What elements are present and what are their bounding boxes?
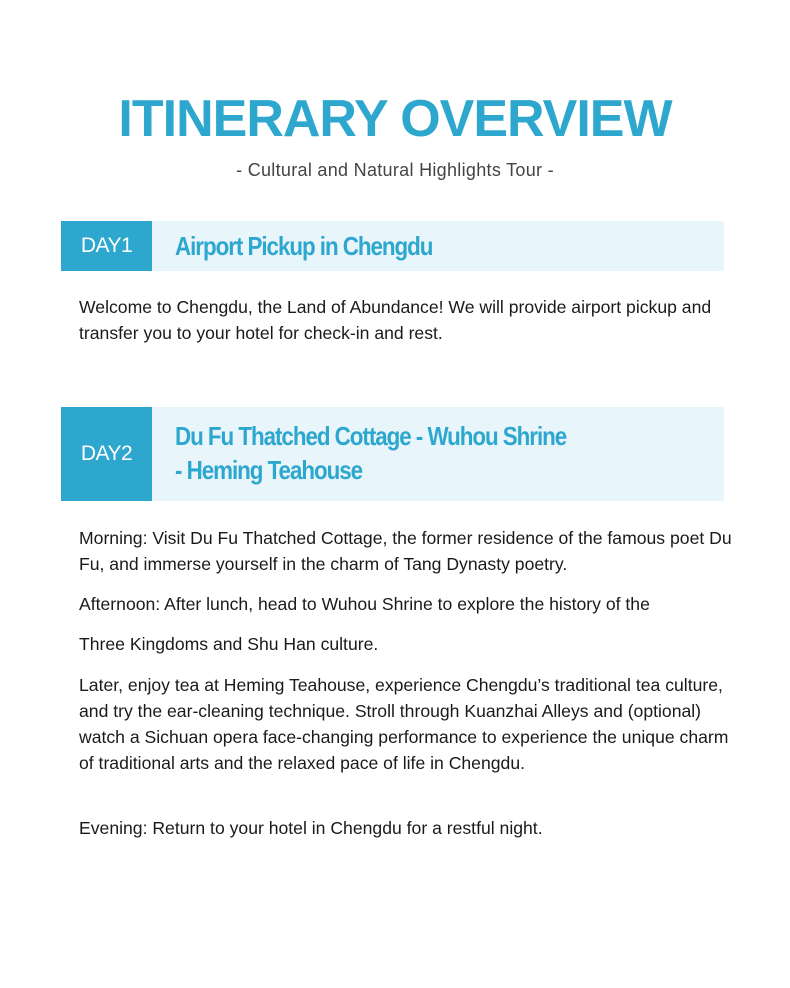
day2-title <box>175 419 630 487</box>
day2-title-line: - Heming Teahouse <box>175 455 363 485</box>
day2-title-line: Du Fu Thatched Cottage - Wuhou Shrine <box>175 421 567 451</box>
page-title: ITINERARY OVERVIEW <box>118 90 672 148</box>
day1-description: Welcome to Chengdu, the Land of Abundance! We will provide airport pickup and transfer you to your hotel for check-in and rest. <box>79 297 712 343</box>
day2-evening-paragraph: Evening: Return to your hotel in Chengdu for a restful night. <box>79 818 543 838</box>
page-subtitle: - Cultural and Natural Highlights Tour - <box>236 160 554 180</box>
day1-header <box>61 221 724 271</box>
day1-badge: DAY1 <box>61 221 152 271</box>
day2-badge: DAY2 <box>61 407 152 501</box>
day2-afternoon-paragraph: Afternoon: After lunch, head to Wuhou Shrine to explore the history of the <box>79 594 650 614</box>
day1-title-line: Airport Pickup in Chengdu <box>175 231 433 261</box>
day2-header <box>61 407 724 501</box>
day2-morning-paragraph: Morning: Visit Du Fu Thatched Cottage, the former residence of the famous poet Du Fu, and immerse yourself in the charm of Tang Dynasty poetry. <box>79 528 732 574</box>
day1-title <box>175 229 630 263</box>
day2-afternoon-paragraph-cont: Three Kingdoms and Shu Han culture. <box>79 634 379 654</box>
day2-later-paragraph: Later, enjoy tea at Heming Teahouse, experience Chengdu’s traditional tea culture, and try the ear-cleaning technique. Stroll through Kuanzhai Alleys and (optional) watch a Sichuan opera face-changing performance to experience the unique charm of traditional arts and the relaxed pace of life in Chengdu. <box>79 675 729 773</box>
